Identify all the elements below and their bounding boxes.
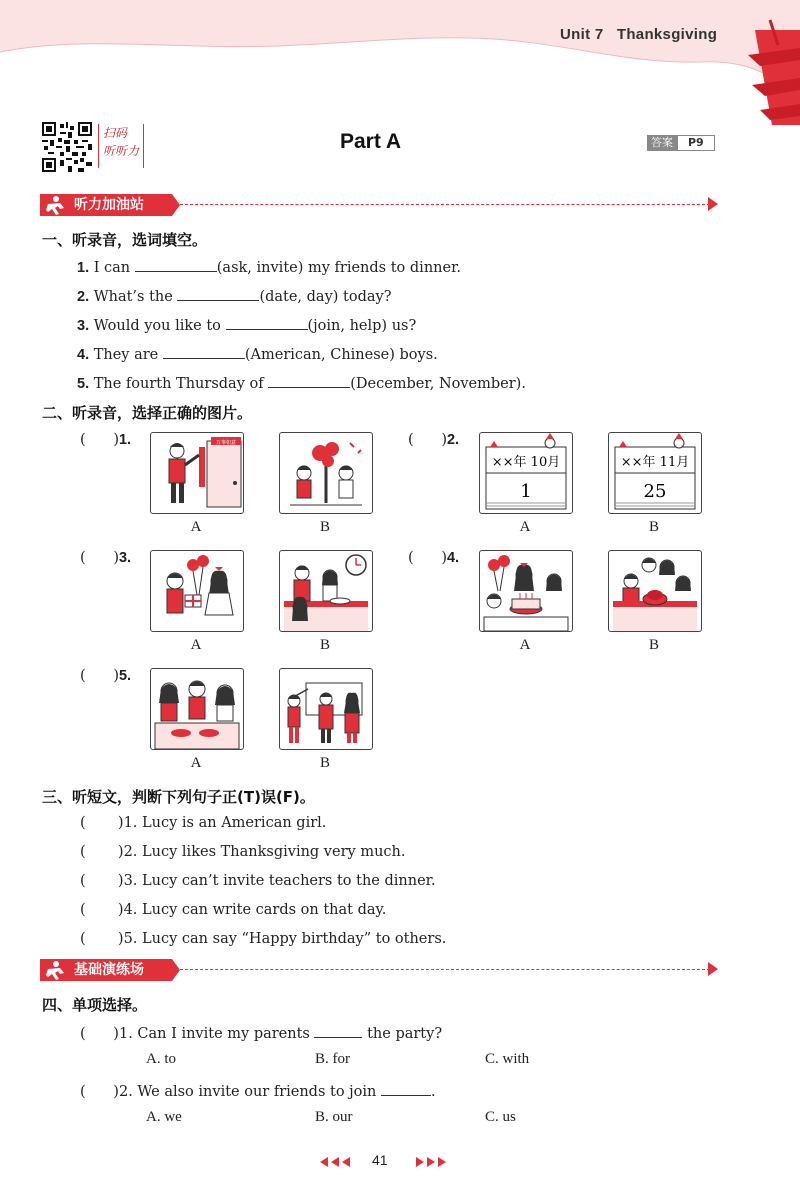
svg-text:25: 25 xyxy=(643,481,667,502)
s1-question-5: 5. The fourth Thursday of (December, November). xyxy=(77,373,526,392)
unit-header: Unit 7 Thanksgiving xyxy=(560,26,718,43)
page-title: Part A xyxy=(340,130,402,153)
s2-answer-slot-5[interactable]: ( )5. xyxy=(80,668,132,684)
header-background xyxy=(0,0,800,130)
section-1-title: 一、听录音，选词填空。 xyxy=(42,231,208,249)
answer-reference: 答案 P9 xyxy=(647,135,715,151)
banner-practice: 基础演练场 xyxy=(40,959,720,981)
s1-question-4: 4. They are (American, Chinese) boys. xyxy=(77,344,438,363)
label-1b: B xyxy=(319,519,330,535)
answer-blank[interactable] xyxy=(268,373,350,388)
tf-answer-slot[interactable]: ( ) xyxy=(80,873,124,889)
s3-statement-3: ( )3. Lucy can’t invite teachers to the dinner. xyxy=(80,873,436,889)
banner-listening: 听力加油站 xyxy=(40,194,720,216)
picture-5b[interactable] xyxy=(279,668,373,750)
label-2b: B xyxy=(648,519,659,535)
tf-answer-slot[interactable]: ( ) xyxy=(80,844,124,860)
label-1a: A xyxy=(190,519,202,535)
label-4b: B xyxy=(648,637,659,653)
s2-answer-slot-4[interactable]: ( )4. xyxy=(408,550,460,566)
s1-question-3: 3. Would you like to (join, help) us? xyxy=(77,315,416,334)
s2-answer-slot-2[interactable]: ( )2. xyxy=(408,432,460,448)
tf-answer-slot[interactable]: ( ) xyxy=(80,815,124,831)
svg-text:万事如意: 万事如意 xyxy=(215,440,237,446)
picture-4a[interactable] xyxy=(479,550,573,632)
label-5a: A xyxy=(190,755,202,771)
picture-1b[interactable] xyxy=(279,432,373,514)
choice-answer-slot[interactable]: ( ) xyxy=(80,1084,119,1100)
s2-answer-slot-3[interactable]: ( )3. xyxy=(80,550,132,566)
answer-blank[interactable] xyxy=(226,315,308,330)
label-3a: A xyxy=(190,637,202,653)
qr-code-icon[interactable] xyxy=(42,122,92,172)
tf-answer-slot[interactable]: ( ) xyxy=(80,902,124,918)
answer-blank[interactable] xyxy=(163,344,245,359)
s4-q1-option-b[interactable]: B. for xyxy=(315,1051,350,1067)
svg-text:××年 10月: ××年 10月 xyxy=(491,455,561,470)
label-2a: A xyxy=(519,519,531,535)
left-arrows-icon xyxy=(320,1157,354,1167)
picture-4b[interactable] xyxy=(608,550,702,632)
s4-q1-option-a[interactable]: A. to xyxy=(146,1051,176,1067)
picture-2b[interactable] xyxy=(608,432,702,514)
svg-text:××年 11月: ××年 11月 xyxy=(620,455,690,470)
scan-to-listen-label: 扫码 听听力 xyxy=(98,124,144,168)
s3-statement-2: ( )2. Lucy likes Thanksgiving very much. xyxy=(80,844,406,860)
section-4-title: 四、单项选择。 xyxy=(42,996,148,1014)
section-3-title: 三、听短文，判断下列句子正(T)误(F)。 xyxy=(42,788,315,806)
answer-blank[interactable] xyxy=(135,257,217,272)
page-footer xyxy=(320,1152,460,1172)
picture-3b[interactable] xyxy=(279,550,373,632)
s4-q2-option-a[interactable]: A. we xyxy=(146,1109,182,1125)
right-arrows-icon xyxy=(416,1157,450,1167)
tf-answer-slot[interactable]: ( ) xyxy=(80,931,124,947)
picture-1a[interactable] xyxy=(150,432,244,514)
s4-question-1: ( )1. Can I invite my parents the party? xyxy=(80,1023,442,1042)
picture-5a[interactable] xyxy=(150,668,244,750)
s2-answer-slot-1[interactable]: ( )1. xyxy=(80,432,132,448)
answer-blank[interactable] xyxy=(177,286,259,301)
answer-blank[interactable] xyxy=(381,1081,431,1096)
choice-answer-slot[interactable]: ( ) xyxy=(80,1026,119,1042)
answer-blank[interactable] xyxy=(314,1023,362,1038)
section-2-title: 二、听录音，选择正确的图片。 xyxy=(42,404,253,422)
s4-q1-option-c[interactable]: C. with xyxy=(485,1051,530,1067)
s4-q2-option-c[interactable]: C. us xyxy=(485,1109,516,1125)
s3-statement-4: ( )4. Lucy can write cards on that day. xyxy=(80,902,387,918)
label-5b: B xyxy=(319,755,330,771)
s1-question-1: 1. I can (ask, invite) my friends to dinner. xyxy=(77,257,461,276)
picture-2a[interactable] xyxy=(479,432,573,514)
picture-3a[interactable] xyxy=(150,550,244,632)
label-3b: B xyxy=(319,637,330,653)
s4-q2-option-b[interactable]: B. our xyxy=(315,1109,353,1125)
label-4a: A xyxy=(519,637,531,653)
s3-statement-1: ( )1. Lucy is an American girl. xyxy=(80,815,327,831)
page-number: 41 xyxy=(372,1152,388,1168)
svg-text:1: 1 xyxy=(520,481,532,502)
s1-question-2: 2. What’s the (date, day) today? xyxy=(77,286,391,305)
s3-statement-5: ( )5. Lucy can say “Happy birthday” to others. xyxy=(80,931,447,947)
s4-question-2: ( )2. We also invite our friends to join . xyxy=(80,1081,436,1100)
